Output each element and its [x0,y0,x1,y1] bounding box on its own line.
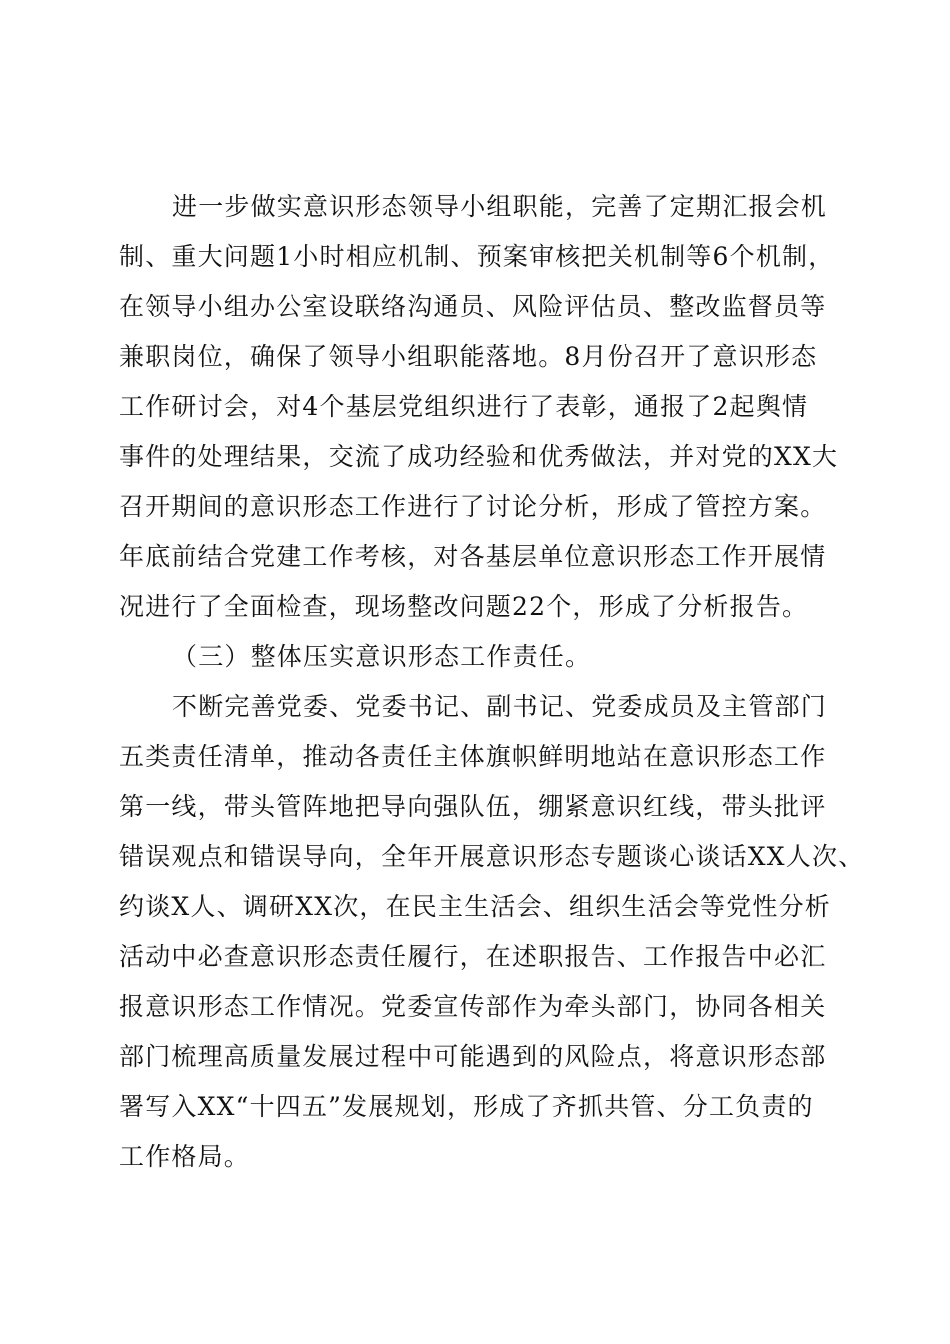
paragraph-line: 报意识形态工作情况。党委宣传部作为牵头部门，协同各相关 [119,992,827,1021]
paragraph-line: 进一步做实意识形态领导小组职能，完善了定期汇报会机 [172,192,828,221]
paragraph-line: 制、重大问题1小时相应机制、预案审核把关机制等6个机制， [119,242,835,271]
paragraph-line: 工作研讨会，对4个基层党组织进行了表彰，通报了2起舆情 [119,392,809,421]
section-heading: （三）整体压实意识形态工作责任。 [172,642,592,671]
paragraph-line: 错误观点和错误导向，全年开展意识形态专题谈心谈话XX人次、 [119,842,865,871]
paragraph-line: 署写入XX“十四五”发展规划，形成了齐抓共管、分工负责的 [119,1092,814,1121]
paragraph-line: 不断完善党委、党委书记、副书记、党委成员及主管部门 [172,692,828,721]
paragraph-line: 五类责任清单，推动各责任主体旗帜鲜明地站在意识形态工作 [119,742,827,771]
paragraph-line: 活动中必查意识形态责任履行，在述职报告、工作报告中必汇 [119,942,827,971]
paragraph-line: 工作格局。 [119,1142,251,1171]
paragraph-line: 召开期间的意识形态工作进行了讨论分析，形成了管控方案。 [119,492,827,521]
paragraph-line: 约谈X人、调研XX次，在民主生活会、组织生活会等党性分析 [119,892,831,921]
paragraph-line: 在领导小组办公室设联络沟通员、风险评估员、整改监督员等 [119,292,827,321]
paragraph-line: 年底前结合党建工作考核，对各基层单位意识形态工作开展情 [119,542,827,571]
paragraph-line: 兼职岗位，确保了领导小组职能落地。8月份召开了意识形态 [119,342,818,371]
paragraph-line: 部门梳理高质量发展过程中可能遇到的风险点，将意识形态部 [119,1042,827,1071]
paragraph-line: 况进行了全面检查，现场整改问题22个，形成了分析报告。 [119,592,809,621]
paragraph-line: 第一线，带头管阵地把导向强队伍，绷紧意识红线，带头批评 [119,792,827,821]
paragraph-line: 事件的处理结果，交流了成功经验和优秀做法，并对党的XX大 [119,442,839,471]
